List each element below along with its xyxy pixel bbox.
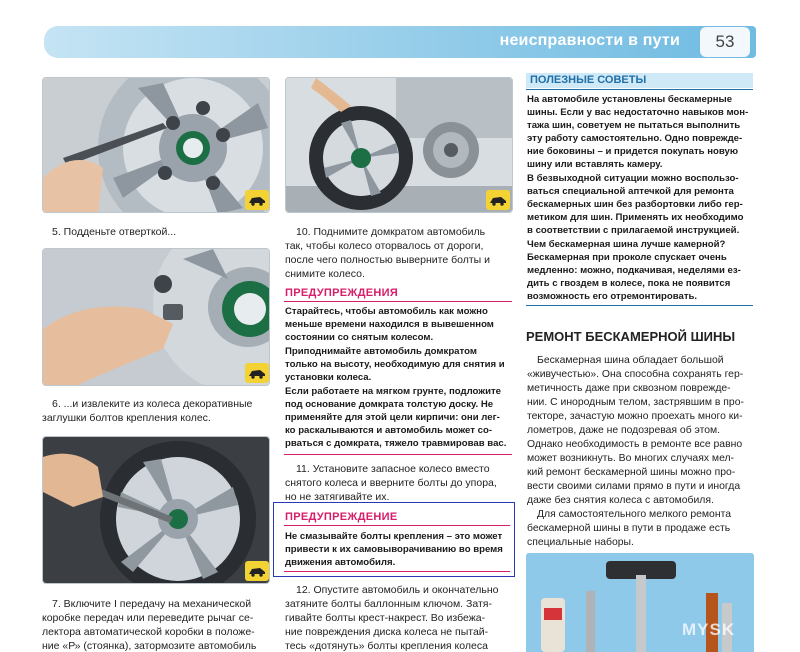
repair-line: даже без снятия колеса с автомобиля. — [527, 495, 714, 506]
repair-line: нии. С инородным телом, застрявшим в про- — [527, 397, 744, 408]
photo-loosen-bolts — [42, 436, 270, 584]
step-11-line2: снятого колеса и вверните болты до упора, — [285, 477, 497, 489]
watermark-suffix: .ru — [766, 619, 776, 628]
tips-line: Бескамерная при проколе спускает очень — [527, 252, 727, 263]
repair-line: лометров, даже не подозревая об этом. — [527, 425, 721, 436]
step-7-caption-line2: коробке передач или переведите рычаг се- — [42, 612, 254, 624]
tips-line: ваться специальной аптечкой для ремонта — [527, 186, 734, 197]
warnings-line: ко раскалываются и автомобиль может со- — [285, 425, 493, 436]
tips-heading: ПОЛЕЗНЫЕ СОВЕТЫ — [526, 73, 753, 88]
warnings-line: Приподнимайте автомобиль домкратом — [285, 346, 477, 357]
step-7-caption-line1: 7. Включите I передачу на механической — [52, 598, 252, 610]
step-10-line3: после чего полностью выверните болты и — [285, 254, 490, 266]
warning-rule-top — [284, 525, 510, 526]
tips-line: Чем бескамерная шина лучше камерной? — [527, 239, 726, 250]
tips-line: возможность его отремонтировать. — [527, 291, 698, 302]
warnings-rule-top — [284, 301, 512, 302]
warnings-line: Старайтесь, чтобы автомобиль как можно — [285, 306, 488, 317]
warnings-line: только на высоту, необходимую для снятия и — [285, 359, 505, 370]
warnings-line: установки колеса. — [285, 372, 372, 383]
tips-line: ние боковины – и придется покупать новую — [527, 146, 739, 157]
warnings-line: Если работаете на мягком грунте, подложите — [285, 386, 502, 397]
warnings-line: применяйте для этой цели кирпичи: они лег- — [285, 412, 500, 423]
repair-line: Однако необходимость в ремонте все равно — [527, 439, 743, 450]
step-11-line1: 11. Установите запасное колесо вместо — [296, 463, 490, 475]
repair-line: текторе, зачастую можно проехать много ки- — [527, 411, 743, 422]
repair-line: «живучестью». Она способна сохранять гер- — [527, 369, 744, 380]
step-5-caption: 5. Подденьте отверткой... — [52, 226, 177, 238]
repair-line: бескамерной шины в пути в продаже есть — [527, 523, 731, 534]
car-tool-icon — [245, 363, 269, 383]
step-12-line1: 12. Опустите автомобиль и окончательно — [296, 584, 499, 596]
repair-line: вести своими силами прямо в пути и иногда — [527, 481, 741, 492]
tips-line: бескамерных шин без разбортовки либо гер- — [527, 199, 743, 210]
step-10-line1: 10. Поднимите домкратом автомобиль — [296, 226, 486, 238]
warnings-line: рваться с домкрата, тяжело травмировав вас. — [285, 438, 507, 449]
tips-line: дить с гвоздем в колесе, пока не появится — [527, 278, 731, 289]
step-10-line4: снимите колесо. — [285, 268, 365, 280]
tips-rule-top — [526, 89, 753, 90]
photo-pry-cap — [42, 77, 270, 213]
tips-line: шины. Если у вас недостаточно навыков мон- — [527, 107, 749, 118]
photo-remove-cap — [42, 248, 270, 386]
car-tool-icon — [245, 190, 269, 210]
step-10-line2: так, чтобы колесо оторвалось от дороги, — [285, 240, 484, 252]
step-7-caption-line4: ние «Р» (стоянка), затормозите автомобиль — [42, 640, 257, 652]
tips-line: метиком для шин. Применять их необходимо — [527, 212, 744, 223]
repair-line: метичность даже при сквозном поврежде- — [527, 383, 731, 394]
warning-heading: ПРЕДУПРЕЖДЕНИЕ — [285, 511, 398, 523]
tips-line: эту работу самостоятельно. Одно поврежде- — [527, 133, 743, 144]
warning-line: привести к их самовыворачиванию во время — [285, 544, 503, 555]
step-12-line2: затяните болты баллонным ключом. Затя- — [285, 598, 492, 610]
page-number: 53 — [700, 27, 750, 57]
warnings-heading: ПРЕДУПРЕЖДЕНИЯ — [285, 287, 399, 299]
warnings-rule-bottom — [284, 454, 512, 455]
tips-line: в соответствии с прилагаемой инструкцией. — [527, 225, 740, 236]
car-tool-icon — [245, 561, 269, 581]
page-header-title: неисправности в пути — [499, 32, 680, 49]
car-tool-icon — [486, 190, 510, 210]
step-12-line4: ние повреждения диска колеса не пытай- — [285, 626, 489, 638]
step-6-caption-line1: 6. ...и извлеките из колеса декоративные — [52, 398, 253, 410]
warnings-line: меньше времени находился в вывешенном — [285, 319, 494, 330]
step-6-caption-line2: заглушки болтов крепления колес. — [42, 412, 211, 424]
tips-line: В безвыходной ситуации можно воспользо- — [527, 173, 739, 184]
warnings-line: под основание домкрата толстую доску. Не — [285, 399, 494, 410]
tips-line: тажа шин, советуем не пытаться выполнить — [527, 120, 741, 131]
tips-line: шину или вставлять камеру. — [527, 159, 663, 170]
repair-line: кий ремонт бескамерной шины можно про- — [527, 467, 736, 478]
photo-wheel-removed — [285, 77, 513, 213]
step-7-caption-line3: лектора автоматической коробки в положе- — [42, 626, 255, 638]
repair-line: Бескамерная шина обладает большой — [537, 355, 724, 366]
repair-section-title: РЕМОНТ БЕСКАМЕРНОЙ ШИНЫ — [526, 329, 736, 344]
warning-line: Не смазывайте болты крепления – это может — [285, 531, 503, 542]
warning-line: движения автомобиля. — [285, 557, 396, 568]
watermark: MYSK — [682, 620, 736, 639]
warnings-line: состоянии со снятым колесом. — [285, 332, 434, 343]
step-12-line5: тесь «дотянуть» болты крепления колеса — [285, 640, 488, 652]
tips-rule-bottom — [526, 305, 753, 306]
repair-line: специальные наборы. — [527, 537, 634, 548]
tips-line: На автомобиле установлены бескамерные — [527, 94, 733, 105]
tips-line: медленно: можно, подкачивая, неделями ез- — [527, 265, 741, 276]
step-11-line3: но не затягивайте их. — [285, 491, 390, 503]
repair-line: Для самостоятельного мелкого ремонта — [537, 509, 731, 520]
warning-rule-bottom — [284, 571, 510, 572]
step-12-line3: гивайте болты крест-накрест. Во избежа- — [285, 612, 486, 624]
repair-line: может возникнуть. Во многих случаях мел- — [527, 453, 735, 464]
